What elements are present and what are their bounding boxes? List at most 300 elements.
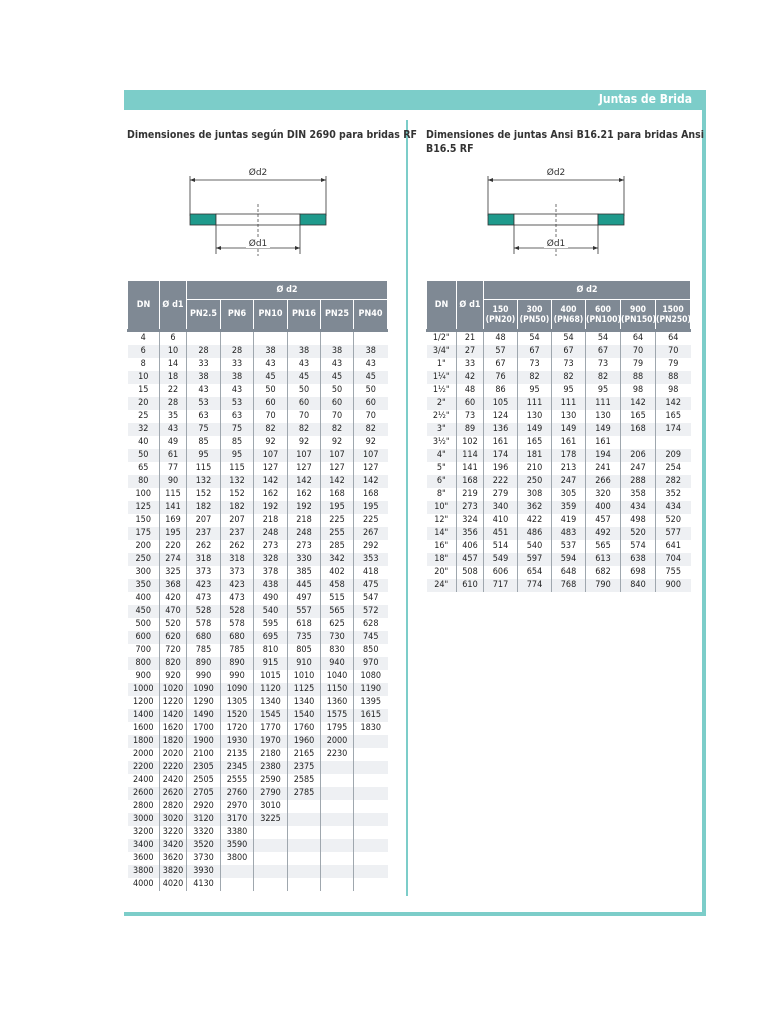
table-cell: 60: [457, 397, 484, 410]
table-cell: 219: [457, 488, 484, 501]
table-cell: 266: [586, 475, 621, 488]
table-cell: 695: [254, 631, 288, 644]
table-cell: 267: [354, 527, 388, 540]
table-cell: 142: [621, 397, 656, 410]
table-row: [128, 774, 388, 787]
table-cell: 2380: [254, 761, 288, 774]
table-cell: [288, 839, 321, 852]
table-cell: [288, 331, 321, 346]
table-cell: 8: [128, 358, 160, 371]
table-cell: 250: [518, 475, 552, 488]
ansi-pn-label: (PN150): [621, 314, 656, 325]
table-cell: 95: [518, 384, 552, 397]
table-cell: 1770: [254, 722, 288, 735]
table-cell: 423: [221, 579, 254, 592]
table-cell: [321, 761, 354, 774]
table-cell: 95: [187, 449, 221, 462]
table-cell: 2970: [221, 800, 254, 813]
ansi-pn-label: (PN68): [553, 314, 584, 325]
table-cell: 28: [221, 345, 254, 358]
table-cell: 274: [160, 553, 187, 566]
table-cell: 3": [427, 423, 457, 436]
table-row: [128, 397, 388, 410]
table-cell: 43: [288, 358, 321, 371]
table-cell: 53: [187, 397, 221, 410]
table-cell: [321, 865, 354, 878]
table-cell: 320: [586, 488, 621, 501]
table-cell: 1540: [288, 709, 321, 722]
column-divider: [406, 120, 408, 896]
table-cell: 89: [457, 423, 484, 436]
table-cell: 195: [354, 501, 388, 514]
table-row: [128, 709, 388, 722]
table-cell: 279: [484, 488, 518, 501]
table-cell: 970: [354, 657, 388, 670]
table-cell: 1": [427, 358, 457, 371]
table-cell: 698: [621, 566, 656, 579]
table-cell: 2345: [221, 761, 254, 774]
table-cell: 419: [552, 514, 586, 527]
table-cell: 111: [552, 397, 586, 410]
table-cell: 2": [427, 397, 457, 410]
table-cell: [221, 331, 254, 346]
table-row: [128, 371, 388, 384]
table-cell: 50: [321, 384, 354, 397]
table-cell: 2020: [160, 748, 187, 761]
table-cell: 358: [621, 488, 656, 501]
table-cell: 3170: [221, 813, 254, 826]
table-cell: [254, 878, 288, 891]
table-row: [128, 358, 388, 371]
table-cell: 820: [160, 657, 187, 670]
table-cell: 70: [656, 345, 691, 358]
table-cell: 915: [254, 657, 288, 670]
table-cell: 3020: [160, 813, 187, 826]
table-cell: 730: [321, 631, 354, 644]
table-cell: 95: [221, 449, 254, 462]
table-cell: 38: [221, 371, 254, 384]
table-cell: 292: [354, 540, 388, 553]
table-cell: 1395: [354, 696, 388, 709]
ansi-header-class: [552, 300, 586, 331]
table-cell: 373: [221, 566, 254, 579]
table-cell: 82: [288, 423, 321, 436]
din-header-pn: PN16: [288, 300, 321, 331]
table-cell: 3730: [187, 852, 221, 865]
table-cell: 2000: [128, 748, 160, 761]
din-d1-label: Ød1: [248, 239, 268, 249]
table-cell: 4020: [160, 878, 187, 891]
table-cell: [187, 331, 221, 346]
ansi-header-dn: DN: [427, 281, 457, 331]
table-cell: [254, 826, 288, 839]
table-cell: 38: [187, 371, 221, 384]
table-cell: 178: [552, 449, 586, 462]
table-cell: 2600: [128, 787, 160, 800]
table-cell: 1760: [288, 722, 321, 735]
table-cell: 473: [221, 592, 254, 605]
table-row: [427, 566, 691, 579]
ansi-pn-label: (PN50): [519, 314, 550, 325]
table-cell: 168: [354, 488, 388, 501]
table-cell: 318: [187, 553, 221, 566]
ansi-d2-label: Ød2: [546, 168, 566, 178]
table-cell: 373: [187, 566, 221, 579]
table-row: [427, 345, 691, 358]
table-cell: 142: [288, 475, 321, 488]
table-cell: 520: [621, 527, 656, 540]
ansi-header-class: [656, 300, 691, 331]
table-cell: 196: [484, 462, 518, 475]
table-row: [128, 735, 388, 748]
table-cell: 475: [354, 579, 388, 592]
table-cell: 3220: [160, 826, 187, 839]
table-cell: 618: [288, 618, 321, 631]
table-cell: 150: [128, 514, 160, 527]
banner-title: Juntas de Brida: [598, 92, 692, 106]
table-cell: 57: [484, 345, 518, 358]
table-cell: 43: [321, 358, 354, 371]
table-cell: 82: [354, 423, 388, 436]
table-cell: 704: [656, 553, 691, 566]
table-cell: 42: [457, 371, 484, 384]
table-cell: 2100: [187, 748, 221, 761]
table-cell: 105: [484, 397, 518, 410]
table-cell: 75: [221, 423, 254, 436]
table-cell: 900: [656, 579, 691, 592]
table-cell: 130: [518, 410, 552, 423]
table-cell: 45: [321, 371, 354, 384]
table-cell: 114: [457, 449, 484, 462]
table-row: [128, 748, 388, 761]
table-cell: 124: [484, 410, 518, 423]
ansi-class-label: 400: [560, 304, 577, 315]
table-cell: 54: [518, 331, 552, 346]
table-cell: 35: [160, 410, 187, 423]
table-cell: 22: [160, 384, 187, 397]
din-header-dn: DN: [128, 281, 160, 331]
table-cell: 1010: [288, 670, 321, 683]
table-cell: 1½": [427, 384, 457, 397]
table-cell: 1000: [128, 683, 160, 696]
ansi-class-label: 600: [595, 304, 611, 315]
table-cell: 6": [427, 475, 457, 488]
table-cell: 141: [457, 462, 484, 475]
table-cell: 85: [187, 436, 221, 449]
table-cell: [321, 839, 354, 852]
table-cell: 102: [457, 436, 484, 449]
table-cell: 115: [221, 462, 254, 475]
table-row: [128, 605, 388, 618]
table-cell: 48: [457, 384, 484, 397]
table-cell: 130: [552, 410, 586, 423]
table-cell: 940: [321, 657, 354, 670]
table-cell: 3600: [128, 852, 160, 865]
ansi-title-line2: B16.5 RF: [426, 143, 474, 155]
table-cell: 149: [518, 423, 552, 436]
table-cell: 720: [160, 644, 187, 657]
table-cell: 790: [586, 579, 621, 592]
table-cell: 220: [160, 540, 187, 553]
table-cell: 2555: [221, 774, 254, 787]
ansi-header-d1: Ø d1: [457, 281, 484, 331]
table-cell: 33: [457, 358, 484, 371]
table-cell: 641: [656, 540, 691, 553]
table-cell: 79: [621, 358, 656, 371]
table-cell: 73: [586, 358, 621, 371]
table-cell: 73: [552, 358, 586, 371]
table-row: [427, 501, 691, 514]
table-cell: [321, 878, 354, 891]
table-cell: 2200: [128, 761, 160, 774]
table-cell: 4: [128, 331, 160, 346]
table-cell: 625: [321, 618, 354, 631]
table-row: [427, 462, 691, 475]
table-row: [128, 462, 388, 475]
table-cell: 53: [221, 397, 254, 410]
table-cell: 161: [586, 436, 621, 449]
table-cell: 3620: [160, 852, 187, 865]
table-cell: 210: [518, 462, 552, 475]
table-cell: 63: [187, 410, 221, 423]
table-cell: 14: [160, 358, 187, 371]
ansi-header-d2: Ø d2: [484, 281, 691, 300]
table-cell: 168: [621, 423, 656, 436]
table-cell: 755: [656, 566, 691, 579]
table-cell: 15: [128, 384, 160, 397]
table-cell: 218: [288, 514, 321, 527]
table-row: [427, 331, 691, 346]
header-banner: [124, 90, 706, 110]
table-cell: 18": [427, 553, 457, 566]
table-cell: [321, 787, 354, 800]
table-row: [427, 358, 691, 371]
table-cell: 100: [128, 488, 160, 501]
table-cell: 606: [484, 566, 518, 579]
table-row: [128, 787, 388, 800]
table-cell: [321, 800, 354, 813]
table-cell: 2920: [187, 800, 221, 813]
table-row: [128, 683, 388, 696]
table-cell: [354, 800, 388, 813]
table-cell: 1120: [254, 683, 288, 696]
table-cell: 500: [128, 618, 160, 631]
table-cell: 3200: [128, 826, 160, 839]
table-cell: 70: [254, 410, 288, 423]
table-cell: 142: [254, 475, 288, 488]
table-cell: 107: [321, 449, 354, 462]
table-cell: 50: [288, 384, 321, 397]
table-cell: 2785: [288, 787, 321, 800]
table-cell: 142: [354, 475, 388, 488]
table-cell: 21: [457, 331, 484, 346]
din-table-body: [128, 331, 388, 892]
table-cell: 1900: [187, 735, 221, 748]
table-cell: 48: [484, 331, 518, 346]
table-cell: 1545: [254, 709, 288, 722]
table-cell: 1720: [221, 722, 254, 735]
ansi-class-label: 900: [630, 304, 646, 315]
table-cell: 38: [354, 345, 388, 358]
table-cell: 850: [354, 644, 388, 657]
table-cell: 1820: [160, 735, 187, 748]
table-cell: 1290: [187, 696, 221, 709]
table-cell: 1090: [221, 683, 254, 696]
table-cell: 132: [221, 475, 254, 488]
table-cell: 273: [457, 501, 484, 514]
table-row: [128, 410, 388, 423]
table-row: [427, 436, 691, 449]
table-cell: 434: [656, 501, 691, 514]
table-cell: 237: [221, 527, 254, 540]
table-cell: [254, 331, 288, 346]
table-cell: 182: [187, 501, 221, 514]
table-row: [427, 540, 691, 553]
table-cell: 222: [484, 475, 518, 488]
table-cell: 325: [160, 566, 187, 579]
table-cell: [288, 852, 321, 865]
table-cell: 149: [586, 423, 621, 436]
table-cell: 745: [354, 631, 388, 644]
table-cell: 445: [288, 579, 321, 592]
table-cell: 282: [656, 475, 691, 488]
table-cell: 342: [321, 553, 354, 566]
table-cell: 402: [321, 566, 354, 579]
table-cell: 422: [518, 514, 552, 527]
table-cell: 735: [288, 631, 321, 644]
table-cell: 98: [656, 384, 691, 397]
table-cell: 45: [288, 371, 321, 384]
ansi-header-class: [518, 300, 552, 331]
table-cell: 195: [321, 501, 354, 514]
table-row: [128, 540, 388, 553]
table-cell: 79: [656, 358, 691, 371]
table-cell: [354, 865, 388, 878]
ansi-table-body: [427, 331, 691, 593]
table-cell: 192: [254, 501, 288, 514]
table-cell: 67: [518, 345, 552, 358]
table-cell: 578: [187, 618, 221, 631]
table-cell: 82: [321, 423, 354, 436]
table-cell: 168: [457, 475, 484, 488]
table-cell: 161: [484, 436, 518, 449]
table-cell: 920: [160, 670, 187, 683]
table-cell: [621, 436, 656, 449]
table-cell: 77: [160, 462, 187, 475]
table-cell: 192: [288, 501, 321, 514]
table-cell: 248: [288, 527, 321, 540]
table-cell: 10": [427, 501, 457, 514]
ansi-class-label: 150: [492, 304, 509, 315]
table-cell: 2590: [254, 774, 288, 787]
table-cell: 67: [484, 358, 518, 371]
table-cell: 38: [321, 345, 354, 358]
table-cell: 70: [354, 410, 388, 423]
table-cell: 520: [656, 514, 691, 527]
table-cell: 3800: [221, 852, 254, 865]
ansi-pn-label: (PN20): [485, 314, 516, 325]
table-cell: 520: [160, 618, 187, 631]
table-cell: 423: [187, 579, 221, 592]
table-cell: 1420: [160, 709, 187, 722]
table-cell: 76: [484, 371, 518, 384]
table-cell: 161: [552, 436, 586, 449]
table-cell: 352: [656, 488, 691, 501]
table-cell: 549: [484, 553, 518, 566]
table-cell: [354, 331, 388, 346]
table-cell: 28: [160, 397, 187, 410]
table-cell: [354, 761, 388, 774]
table-cell: [288, 865, 321, 878]
table-cell: 255: [321, 527, 354, 540]
ansi-pn-label: (PN100): [586, 314, 621, 325]
table-cell: 457: [457, 553, 484, 566]
table-cell: 486: [518, 527, 552, 540]
table-cell: 8": [427, 488, 457, 501]
table-cell: 10: [128, 371, 160, 384]
table-cell: 680: [187, 631, 221, 644]
table-cell: 60: [254, 397, 288, 410]
table-cell: 1930: [221, 735, 254, 748]
table-cell: 3400: [128, 839, 160, 852]
din-header-pn: PN25: [321, 300, 354, 331]
table-cell: 127: [354, 462, 388, 475]
table-row: [427, 579, 691, 592]
table-cell: 88: [621, 371, 656, 384]
table-cell: 24": [427, 579, 457, 592]
table-cell: 132: [187, 475, 221, 488]
table-cell: 438: [254, 579, 288, 592]
table-cell: 300: [128, 566, 160, 579]
table-cell: 990: [187, 670, 221, 683]
table-cell: 434: [621, 501, 656, 514]
table-cell: 1¼": [427, 371, 457, 384]
table-cell: 165: [621, 410, 656, 423]
table-cell: 3120: [187, 813, 221, 826]
table-row: [128, 514, 388, 527]
table-row: [128, 813, 388, 826]
table-cell: 130: [586, 410, 621, 423]
table-cell: 218: [254, 514, 288, 527]
table-cell: 60: [321, 397, 354, 410]
table-row: [128, 696, 388, 709]
table-cell: 451: [484, 527, 518, 540]
table-cell: 107: [288, 449, 321, 462]
table-cell: 1960: [288, 735, 321, 748]
table-cell: 577: [656, 527, 691, 540]
din-d2-label: Ød2: [248, 168, 268, 178]
table-cell: 6: [160, 331, 187, 346]
ansi-d1-label: Ød1: [546, 239, 566, 249]
table-cell: 95: [586, 384, 621, 397]
table-cell: 768: [552, 579, 586, 592]
table-cell: 49: [160, 436, 187, 449]
table-row: [128, 501, 388, 514]
table-cell: 67: [552, 345, 586, 358]
table-cell: 2230: [321, 748, 354, 761]
table-cell: 540: [518, 540, 552, 553]
table-cell: 18: [160, 371, 187, 384]
table-cell: [354, 748, 388, 761]
table-cell: 2760: [221, 787, 254, 800]
table-cell: 1520: [221, 709, 254, 722]
din-section-title: [127, 128, 417, 142]
table-cell: 328: [254, 553, 288, 566]
table-cell: 207: [187, 514, 221, 527]
table-cell: 890: [221, 657, 254, 670]
table-cell: 565: [586, 540, 621, 553]
table-cell: 80: [128, 475, 160, 488]
